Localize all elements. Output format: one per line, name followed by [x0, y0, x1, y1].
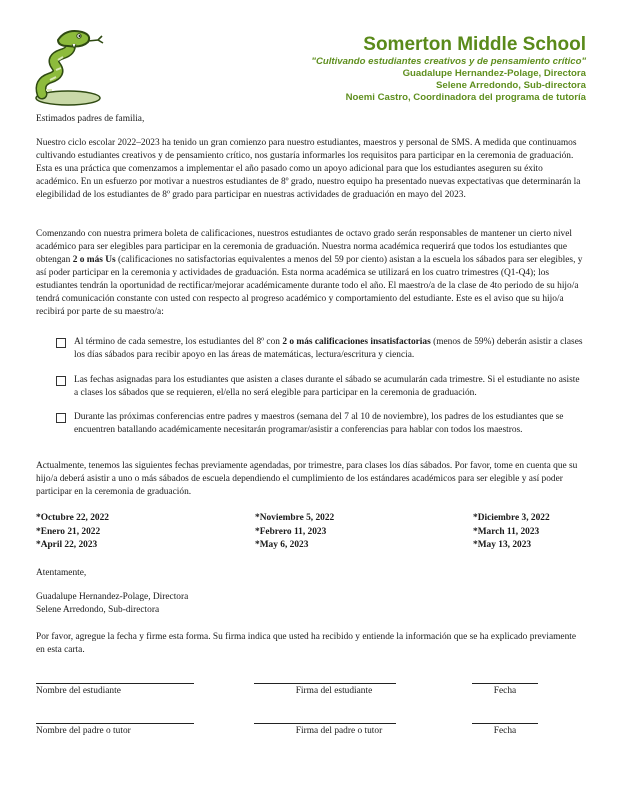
- student-name-line[interactable]: [36, 683, 194, 684]
- dates-column-2: [255, 512, 334, 553]
- date-label-2: Fecha: [493, 726, 517, 736]
- signer-1: Guadalupe Hernandez-Polage, Directora: [36, 592, 189, 602]
- date-item: *May 6, 2023: [255, 540, 309, 550]
- notice-emphasis: 2 o más calificaciones insatisfactorias: [282, 337, 431, 347]
- director-line: Guadalupe Hernandez-Polage, Directora: [402, 68, 586, 79]
- student-signature-label: Firma del estudiante: [295, 686, 373, 696]
- checkbox-icon: [56, 338, 66, 348]
- letterhead: [311, 34, 586, 104]
- date-item: *April 22, 2023: [36, 540, 98, 550]
- requirement-emphasis: 2 o más Us: [72, 255, 116, 265]
- date-line-1[interactable]: [472, 683, 538, 684]
- coordinator-line: Noemi Castro, Coordinadora del programa de tutoría: [345, 92, 586, 103]
- notice-item-2: Las fechas asignadas para los estudiantes que asisten a clases durante el sábado se acumularán cada trimestre. Si el estudiante no asiste a clases los sábados que se requieren, el/ella no será elegible para participar en la ceremonia de graduación.: [56, 374, 584, 400]
- paragraph-sign-instructions: Por favor, agregue la fecha y firme esta forma. Su firma indica que usted ha recibido y entiende la información que se ha explicado previamente en esta carta.: [36, 632, 577, 655]
- school-name: Somerton Middle School: [363, 34, 586, 55]
- closing: Atentamente,: [36, 568, 87, 578]
- checkbox-icon: [56, 376, 66, 386]
- paragraph-requirements: Comenzando con nuestra primera boleta de calificaciones, nuestros estudiantes de octavo grado serán responsables de mantener un cierto nivel académico para ser elegibles para participar en la ceremonia de graduación. Nuestra norma académica requerirá que todos los estudiantes que obtengan 2 o más Us (calificaciones no satisfactorias equivalentes a menos del 59 por ciento) asistan a la escuela los sábados para ser elegibles, y así poder participar en la ceremonia y actividades de graduación. Esta norma académica se utilizará en los cuatro trimestres (Q1-Q4); los estudiantes tendrán la oportunidad de rectificar/mejorar académicamente durante todo el año. El maestro/a de la clase de 4to periodo de su hijo/a tendrá comunicación constante con usted con respecto al progreso académico y comportamiento del estudiante. Este es el aviso que su hijo/a recibirá por parte de su maestro/a:: [36, 229, 583, 317]
- rattlesnake-mascot-icon: [32, 24, 108, 106]
- paragraph-intro: Nuestro ciclo escolar 2022–2023 ha tenido un gran comienzo para nuestro estudiantes, maestros y personal de SMS. A medida que continuamos cultivando estudiantes creativos y de pensamiento crítico, nos gustaría informarles los requisitos para participar en la ceremonia de graduación. Esta es una práctica que comenzamos a implementar el año pasado como un apoyo adicional para que los estudiantes aseguren su éxito académico. En un esfuerzo por motivar a nuestros estudiantes de 8º grado, nuestro equipo ha presentado nuevas expectativas que determinarán la elegibilidad de los estudiantes de 8º grado para participar en nuestras actividades de graduación en mayo del 2023.: [36, 138, 581, 200]
- parent-name-label: Nombre del padre o tutor: [36, 726, 131, 736]
- date-label-1: Fecha: [493, 686, 517, 696]
- parent-name-line[interactable]: [36, 723, 194, 724]
- date-line-2[interactable]: [472, 723, 538, 724]
- parent-signature-label: Firma del padre o tutor: [295, 726, 383, 736]
- parent-signature-line[interactable]: [254, 723, 396, 724]
- date-item: *March 11, 2023: [473, 526, 540, 537]
- date-item: *Enero 21, 2022: [36, 526, 101, 537]
- school-motto: "Cultivando estudiantes creativos y de pensamiento crítico": [311, 56, 586, 67]
- date-item: *Diciembre 3, 2022: [473, 513, 550, 523]
- checkbox-icon: [56, 413, 66, 423]
- dates-column-3: [473, 512, 550, 553]
- dates-column-1: [36, 512, 109, 553]
- date-item: *Noviembre 5, 2022: [255, 513, 335, 523]
- notice-item-3: Durante las próximas conferencias entre padres y maestros (semana del 7 al 10 de noviembre), los padres de los estudiantes que se encuentren batallando académicamente necesitarán programar/asistir a conferencias para hablar con todos los maestros.: [56, 411, 584, 437]
- student-signature-line[interactable]: [254, 683, 396, 684]
- greeting: Estimados padres de familia,: [36, 114, 145, 124]
- signer-2: Selene Arredondo, Sub-directora: [36, 605, 160, 615]
- subdirector-line: Selene Arredondo, Sub-directora: [436, 80, 586, 91]
- paragraph-dates-intro: Actualmente, tenemos las siguientes fechas previamente agendadas, por trimestre, para clases los días sábados. Por favor, tome en cuenta que su hijo/a deberá asistir a uno o más sábados de escuela dependiendo el cumplimiento de los estándares académicos para ser elegible y así poder participar en la ceremonia de graduación.: [36, 461, 578, 497]
- student-name-label: Nombre del estudiante: [36, 686, 121, 696]
- date-item: *Octubre 22, 2022: [36, 513, 109, 523]
- date-item: *Febrero 11, 2023: [255, 526, 327, 537]
- date-item: *May 13, 2023: [473, 540, 532, 550]
- notice-item-1: Al término de cada semestre, los estudiantes del 8º con 2 o más calificaciones insatisfactorias (menos de 59%) deberán asistir a clases los días sábados para recibir apoyo en las áreas de matemáticas, lectura/escritura y ciencia.: [56, 336, 584, 362]
